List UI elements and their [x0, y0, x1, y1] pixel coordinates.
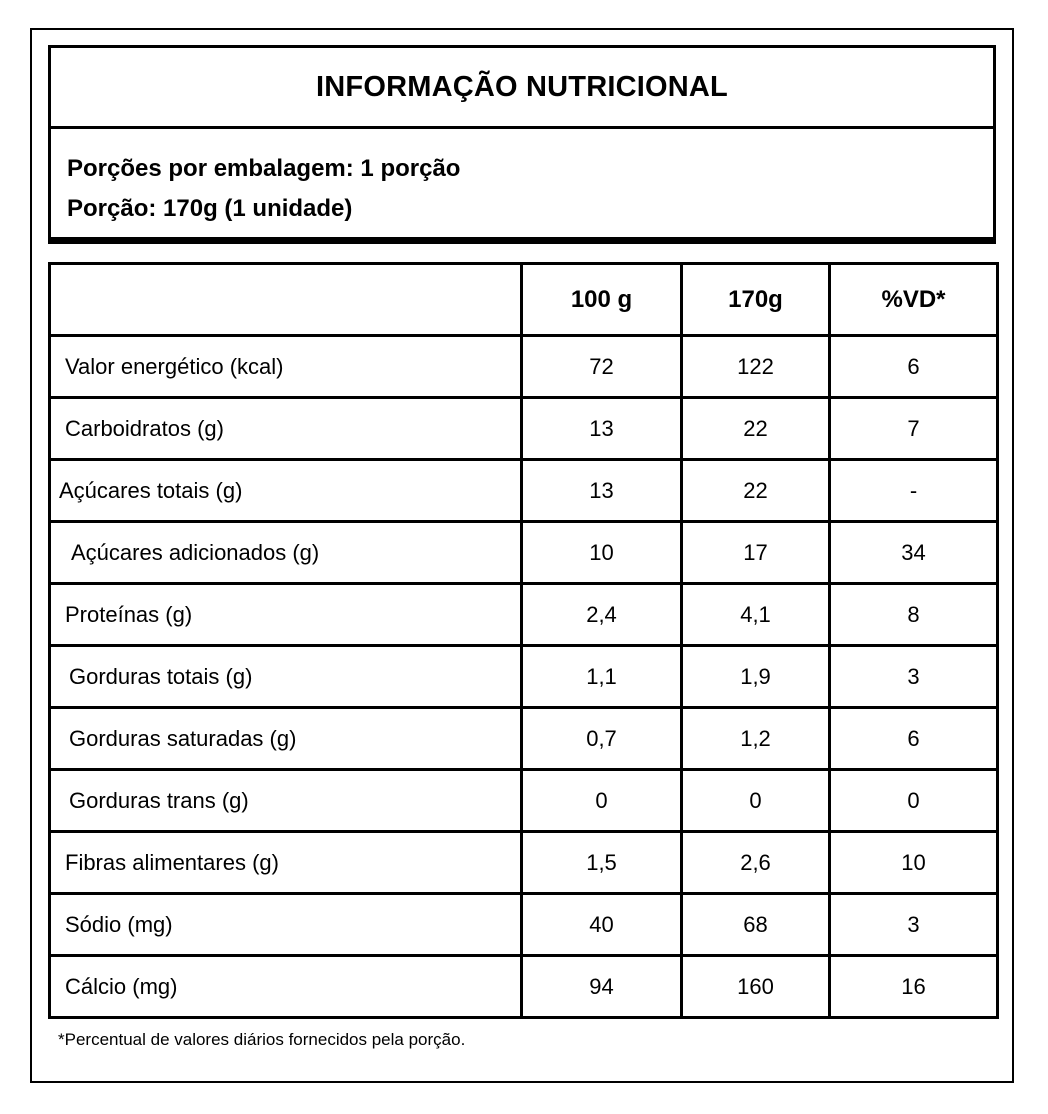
column-header-per-100g: 100 g — [522, 264, 682, 336]
value-per-100g: 13 — [522, 460, 682, 522]
value-daily-percent: 16 — [830, 956, 998, 1018]
column-header-nutrient — [50, 264, 522, 336]
column-header-daily-value: %VD* — [830, 264, 998, 336]
value-per-portion: 0 — [682, 770, 830, 832]
nutrient-label: Gorduras trans (g) — [50, 770, 522, 832]
table-row — [50, 522, 998, 584]
table-row — [50, 770, 998, 832]
value-daily-percent: 34 — [830, 522, 998, 584]
table-row — [50, 956, 998, 1018]
value-daily-percent: 3 — [830, 894, 998, 956]
table-row — [50, 708, 998, 770]
value-per-100g: 94 — [522, 956, 682, 1018]
table-row — [50, 336, 998, 398]
value-daily-percent: 10 — [830, 832, 998, 894]
value-per-portion: 22 — [682, 398, 830, 460]
value-daily-percent: 3 — [830, 646, 998, 708]
nutrient-label: Cálcio (mg) — [50, 956, 522, 1018]
value-daily-percent: 6 — [830, 708, 998, 770]
value-per-portion: 2,6 — [682, 832, 830, 894]
nutrition-table — [48, 262, 999, 1019]
table-row — [50, 460, 998, 522]
value-per-100g: 1,5 — [522, 832, 682, 894]
nutrient-label: Carboidratos (g) — [50, 398, 522, 460]
portion-info — [51, 129, 993, 229]
nutrient-label: Açúcares totais (g) — [50, 460, 522, 522]
table-row — [50, 584, 998, 646]
nutrition-header — [48, 45, 996, 244]
value-per-100g: 0 — [522, 770, 682, 832]
nutrient-label: Valor energético (kcal) — [50, 336, 522, 398]
table-header-row — [50, 264, 998, 336]
value-per-portion: 1,9 — [682, 646, 830, 708]
value-per-portion: 17 — [682, 522, 830, 584]
value-per-portion: 22 — [682, 460, 830, 522]
servings-per-package: Porções por embalagem: 1 porção — [67, 155, 461, 182]
column-header-per-portion: 170g — [682, 264, 830, 336]
value-per-100g: 72 — [522, 336, 682, 398]
nutrient-label: Proteínas (g) — [50, 584, 522, 646]
value-daily-percent: 8 — [830, 584, 998, 646]
nutrient-label: Gorduras totais (g) — [50, 646, 522, 708]
value-per-100g: 1,1 — [522, 646, 682, 708]
value-daily-percent: 7 — [830, 398, 998, 460]
value-per-portion: 160 — [682, 956, 830, 1018]
value-per-portion: 4,1 — [682, 584, 830, 646]
serving-size: Porção: 170g (1 unidade) — [67, 195, 353, 222]
value-daily-percent: 0 — [830, 770, 998, 832]
table-row — [50, 832, 998, 894]
nutrient-label: Fibras alimentares (g) — [50, 832, 522, 894]
table-row — [50, 894, 998, 956]
value-per-portion: 1,2 — [682, 708, 830, 770]
value-per-100g: 2,4 — [522, 584, 682, 646]
daily-value-footnote: *Percentual de valores diários fornecidos pela porção. — [58, 1030, 466, 1049]
table-row — [50, 646, 998, 708]
value-per-portion: 122 — [682, 336, 830, 398]
table-row — [50, 398, 998, 460]
value-per-100g: 13 — [522, 398, 682, 460]
nutrient-label: Sódio (mg) — [50, 894, 522, 956]
value-per-portion: 68 — [682, 894, 830, 956]
value-per-100g: 0,7 — [522, 708, 682, 770]
value-per-100g: 10 — [522, 522, 682, 584]
nutrition-title: INFORMAÇÃO NUTRICIONAL — [51, 48, 993, 129]
nutrient-label: Açúcares adicionados (g) — [50, 522, 522, 584]
nutrient-label: Gorduras saturadas (g) — [50, 708, 522, 770]
value-per-100g: 40 — [522, 894, 682, 956]
value-daily-percent: - — [830, 460, 998, 522]
value-daily-percent: 6 — [830, 336, 998, 398]
